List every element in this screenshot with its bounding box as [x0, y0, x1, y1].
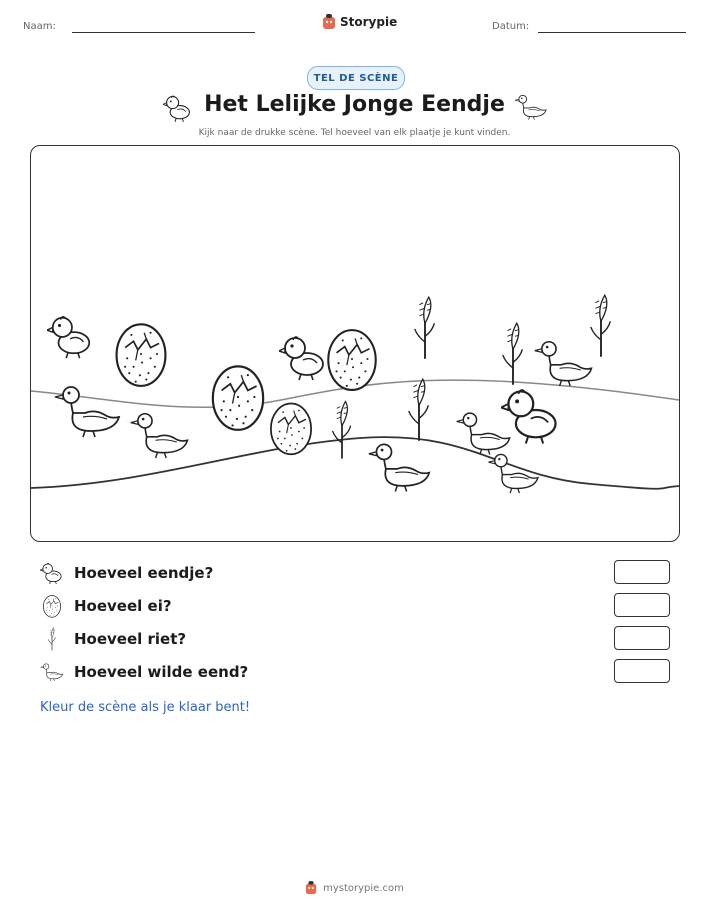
brand-name: Storypie [340, 15, 398, 29]
reed-4 [409, 379, 429, 441]
wild-duck-icon [40, 660, 64, 684]
question-row-reed [40, 626, 670, 652]
wild-duck-6 [489, 454, 538, 493]
scene-badge: TEL DE SCÈNE [307, 66, 405, 90]
page-subtitle: Kijk naar de drukke scène. Tel hoeveel van elk plaatje je kunt vinden. [198, 128, 511, 138]
duckling-2 [279, 337, 323, 380]
reed-icon [40, 627, 64, 651]
name-line[interactable] [72, 32, 255, 33]
date-line[interactable] [538, 32, 686, 33]
reed-1 [415, 297, 435, 359]
page-title: Het Lelijke Jonge Eendje [204, 92, 505, 117]
question-text: Hoeveel eendje? [74, 564, 214, 582]
counting-scene [30, 145, 680, 542]
name-label: Naam: [23, 21, 56, 32]
wild-duck-1 [55, 387, 119, 437]
egg-4 [271, 404, 311, 455]
answer-box-reed[interactable] [614, 626, 670, 650]
answer-box-egg[interactable] [614, 593, 670, 617]
answer-box-duckling[interactable] [614, 560, 670, 584]
reed-3 [503, 323, 523, 385]
question-text: Hoeveel ei? [74, 597, 172, 615]
egg-3 [213, 366, 263, 429]
egg-1 [117, 324, 166, 386]
water-line-front [31, 437, 679, 489]
question-row-wild-duck [40, 659, 670, 685]
question-text: Hoeveel wilde eend? [74, 663, 249, 681]
wild-duck-5 [369, 444, 429, 491]
duckling-1 [47, 317, 89, 358]
wild-duck-right-icon [514, 93, 548, 121]
footer [0, 881, 709, 895]
question-row-duckling [40, 560, 670, 586]
footer-url: mystorypie.com [323, 882, 404, 894]
reed-2 [591, 295, 611, 357]
scene-drawing [31, 146, 679, 541]
storypie-footer-icon [305, 881, 317, 895]
egg-2 [328, 330, 375, 390]
egg-icon [40, 594, 64, 618]
duckling-icon [40, 561, 64, 585]
reed-5 [332, 401, 350, 458]
storypie-logo-icon [322, 14, 336, 30]
date-label: Datum: [492, 21, 530, 32]
question-text: Hoeveel riet? [74, 630, 187, 648]
wild-duck-2 [131, 414, 188, 458]
wild-duck-3 [535, 342, 592, 386]
answer-box-wild-duck[interactable] [614, 659, 670, 683]
question-row-egg [40, 593, 670, 619]
coloring-instruction: Kleur de scène als je klaar bent! [40, 700, 251, 715]
brand-logo [322, 14, 397, 30]
duckling-3 [501, 390, 556, 443]
